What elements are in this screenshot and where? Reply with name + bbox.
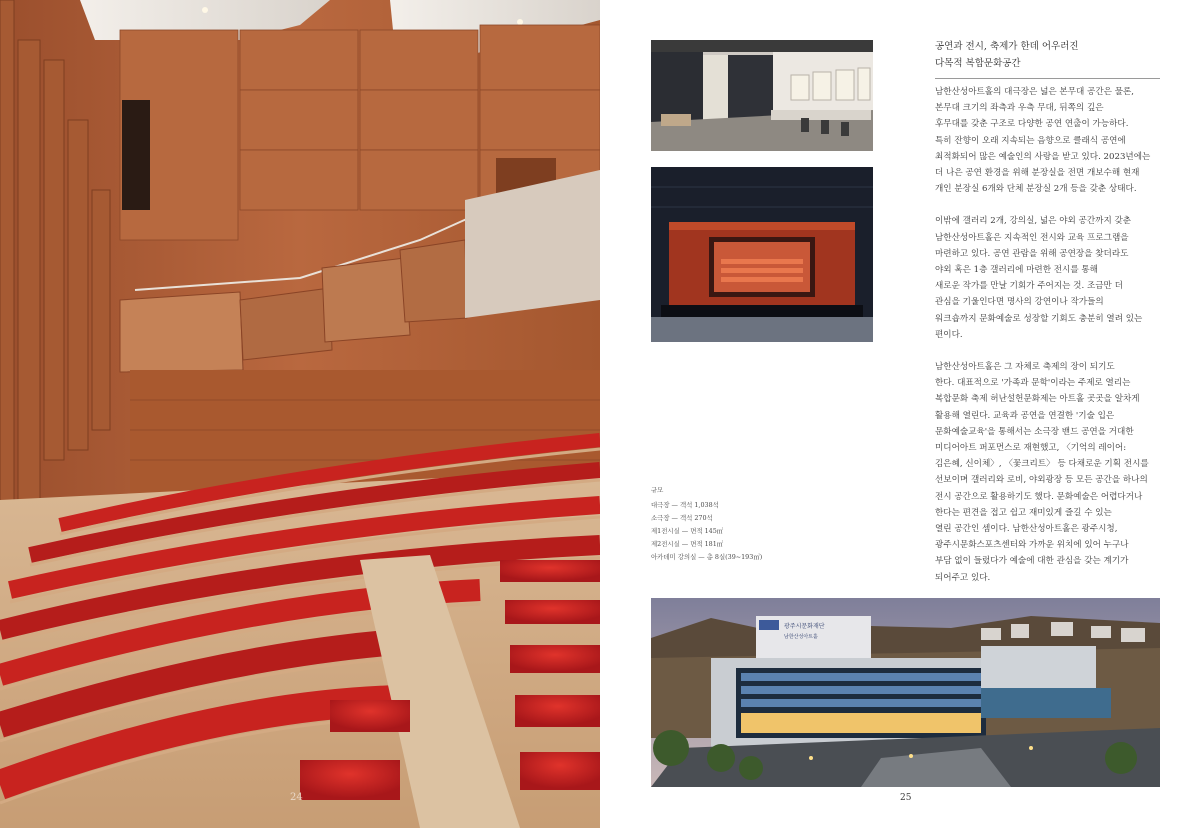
text-line: 본무대 크기의 좌측과 우측 무대, 뒤쪽의 깊은	[935, 103, 1104, 114]
text-line: 최적화되어 많은 예술인의 사랑을 받고 있다. 2023년에는	[935, 151, 1151, 162]
right-page	[600, 0, 1200, 828]
text-line: 부담 없이 들렀다가 예술에 대한 관심을 갖는 계기가	[935, 556, 1129, 567]
text-line: 전시 공간으로 활용하기도 했다. 문화예술은 어렵다거나	[935, 491, 1143, 502]
text-line: 이밖에 갤러리 2개, 강의실, 넓은 야외 공간까지 갖춘	[935, 216, 1132, 227]
heading-line-2: 다목적 복합문화공간	[935, 58, 1021, 69]
spec-item: 소극장 — 객석 270석	[651, 514, 713, 522]
text-line: 더 나은 공연 환경을 위해 분장실을 전면 개보수해 현재	[935, 168, 1140, 179]
text-line: 관심을 기울인다면 명사의 강연이나 작가들의	[935, 297, 1104, 308]
text-line: 광주시문화스포츠센터와 가까운 위치에 있어 누구나	[935, 540, 1129, 551]
building-sign-sub: 남한산성아트홀	[784, 634, 818, 640]
text-line: 남한산성아트홀의 대극장은 넓은 본무대 공간은 물론,	[935, 87, 1135, 97]
building-sign-top: 광주시문화재단	[784, 623, 825, 630]
text-line: 선보이며 갤러리와 로비, 야외광장 등 모든 공간을 하나의	[935, 475, 1148, 486]
text-line: 마련하고 있다. 공연 관람을 위해 공연장을 찾더라도	[935, 248, 1129, 259]
heading-line-1: 공연과 전시, 축제가 한데 어우러진	[935, 41, 1079, 52]
paragraph-2	[935, 213, 1167, 343]
text-line: 한다는 편견을 접고 쉽고 재미있게 즐길 수 있는	[935, 507, 1112, 518]
text-line: 개인 분장실 6개와 단체 분장실 2개 등을 갖춘 상태다.	[935, 184, 1137, 195]
text-line: 미디어아트 퍼포먼스로 재현했고, 〈기억의 레이어:	[935, 443, 1127, 454]
paragraph-3	[935, 359, 1167, 586]
page-number-left: 24	[290, 792, 303, 803]
spec-item: 제2전시실 — 면적 181㎡	[651, 540, 724, 548]
text-line: 김은혜, 신이체〉, 〈꽃크리트〉 등 다채로운 기획 전시를	[935, 459, 1149, 470]
text-line: 되어주고 있다.	[935, 572, 991, 583]
building-exterior-photo	[651, 598, 1160, 787]
text-line: 새로운 작가를 만날 기회가 주어지는 것. 조금만 더	[935, 281, 1123, 292]
text-line: 열린 공간인 셈이다. 남한산성아트홀은 광주시청,	[935, 524, 1118, 535]
text-line: 복합문화 축제 허난설헌문화제는 아트홀 곳곳을 알차게	[935, 394, 1140, 405]
text-line: 남한산성아트홀은 그 자체로 축제의 장이 되기도	[935, 362, 1115, 373]
text-line: 남한산성아트홀은 지속적인 전시와 교육 프로그램을	[935, 232, 1129, 243]
section-heading	[935, 38, 1160, 79]
spec-item: 아카데미 강의실 — 총 8실(39~193㎡)	[651, 553, 763, 561]
specs-title: 규모	[651, 486, 664, 494]
page-number-right: 25	[900, 793, 912, 803]
dressing-room-photo	[651, 40, 873, 151]
text-line: 한다. 대표적으로 '가족과 문학'이라는 주제로 열리는	[935, 378, 1131, 389]
article-body	[935, 84, 1167, 602]
text-line: 편이다.	[935, 329, 963, 340]
facility-specs	[651, 484, 851, 564]
spec-item: 대극장 — 객석 1,038석	[651, 501, 719, 509]
text-line: 문화예술교육'을 통해서는 소극장 밴드 공연을 거대한	[935, 426, 1134, 437]
text-line: 워크숍까지 문화예술로 성장할 기회도 충분히 열려 있는	[935, 313, 1143, 324]
text-line: 야외 혹은 1층 갤러리에 마련한 전시를 통해	[935, 265, 1098, 276]
stage-photo	[651, 167, 873, 342]
spec-item: 제1전시실 — 면적 145㎡	[651, 527, 724, 535]
text-line: 활용해 열린다. 교육과 공연을 연결한 '기술 입은	[935, 410, 1115, 421]
text-line: 특히 잔향이 오래 지속되는 음향으로 클래식 공연에	[935, 135, 1126, 146]
paragraph-1	[935, 84, 1167, 197]
text-line: 후무대를 갖춘 구조로 다양한 공연 연출이 가능하다.	[935, 119, 1129, 130]
